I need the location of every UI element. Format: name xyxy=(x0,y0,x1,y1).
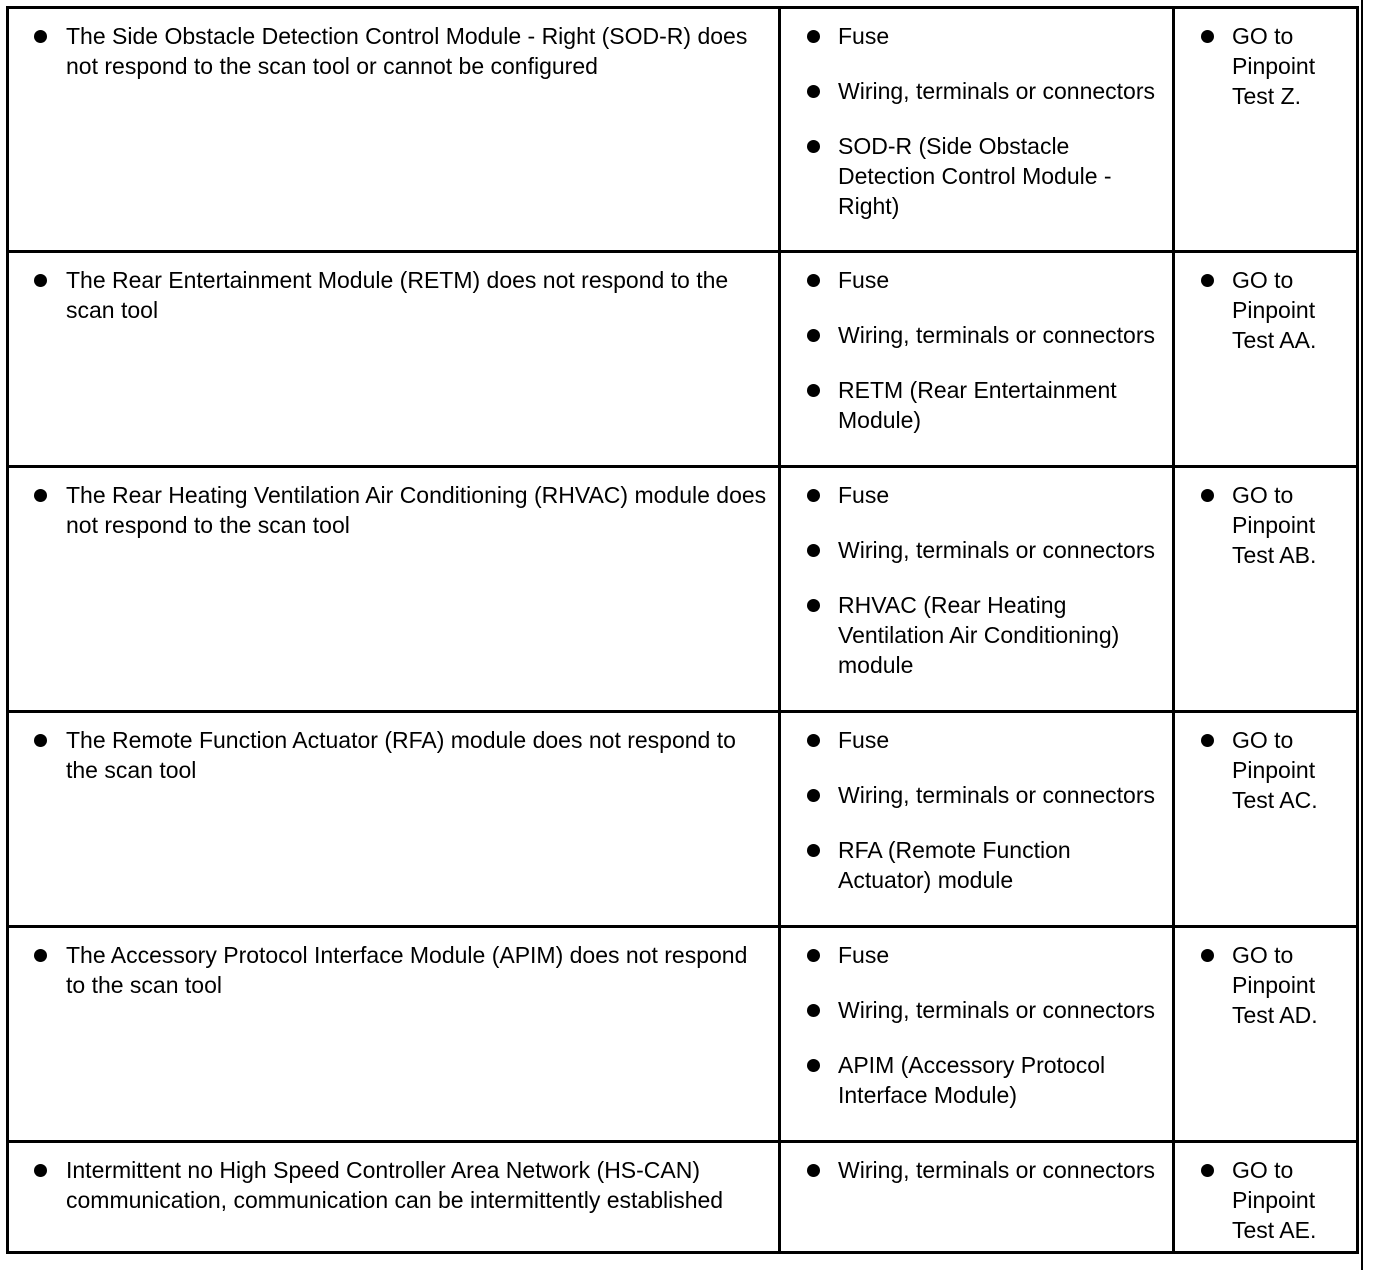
list-item xyxy=(1175,725,1348,815)
bullet-icon xyxy=(807,789,820,802)
bullet-icon xyxy=(807,1164,820,1177)
list-item xyxy=(1175,1155,1348,1245)
cause-text: Wiring, terminals or connectors xyxy=(838,1157,1155,1183)
table-row xyxy=(8,252,1358,467)
list-item xyxy=(1175,21,1348,111)
bullet-icon xyxy=(1201,1164,1214,1177)
bullet-icon xyxy=(807,599,820,612)
list-item xyxy=(781,320,1164,350)
bullet-icon xyxy=(1201,949,1214,962)
possible-sources-cell xyxy=(780,467,1174,712)
table-row xyxy=(8,8,1358,252)
bullet-icon xyxy=(1201,30,1214,43)
list-item xyxy=(9,265,770,325)
bullet-icon xyxy=(807,30,820,43)
condition-text: The Rear Heating Ventilation Air Conditioning (RHVAC) module does not respond to the scan tool xyxy=(66,482,767,538)
list-item xyxy=(781,21,1164,51)
list-item xyxy=(781,780,1164,810)
bullet-icon xyxy=(1201,489,1214,502)
bullet-icon xyxy=(807,384,820,397)
list-item xyxy=(781,995,1164,1025)
list-item xyxy=(9,940,770,1000)
action-cell xyxy=(1174,927,1358,1142)
pinpoint-test-link[interactable]: GO to Pinpoint Test AE. xyxy=(1232,1157,1317,1243)
bullet-icon xyxy=(34,489,47,502)
action-cell xyxy=(1174,252,1358,467)
bullet-icon xyxy=(34,274,47,287)
action-cell xyxy=(1174,8,1358,252)
bullet-icon xyxy=(34,30,47,43)
condition-text: Intermittent no High Speed Controller Area Network (HS-CAN) communication, communication can be intermittently established xyxy=(66,1157,724,1213)
condition-text: The Accessory Protocol Interface Module (APIM) does not respond to the scan tool xyxy=(66,942,748,998)
table-row xyxy=(8,927,1358,1142)
cause-text: Wiring, terminals or connectors xyxy=(838,782,1155,808)
list-item xyxy=(9,21,770,81)
condition-text: The Remote Function Actuator (RFA) module does not respond to the scan tool xyxy=(66,727,736,783)
possible-sources-cell xyxy=(780,712,1174,927)
condition-text: The Rear Entertainment Module (RETM) does not respond to the scan tool xyxy=(66,267,729,323)
list-item xyxy=(781,76,1164,106)
bullet-icon xyxy=(34,1164,47,1177)
list-item xyxy=(781,265,1164,295)
bullet-icon xyxy=(807,1059,820,1072)
bullet-icon xyxy=(807,489,820,502)
condition-cell xyxy=(8,712,780,927)
cause-text: Fuse xyxy=(838,482,890,508)
action-cell xyxy=(1174,467,1358,712)
bullet-icon xyxy=(1201,274,1214,287)
pinpoint-test-link[interactable]: GO to Pinpoint Test AC. xyxy=(1232,727,1318,813)
list-item xyxy=(781,1155,1164,1185)
possible-sources-cell xyxy=(780,8,1174,252)
cause-text: Fuse xyxy=(838,23,890,49)
list-item xyxy=(1175,940,1348,1030)
bullet-icon xyxy=(807,274,820,287)
cause-text: Wiring, terminals or connectors xyxy=(838,997,1155,1023)
bullet-icon xyxy=(34,734,47,747)
cause-text: Wiring, terminals or connectors xyxy=(838,537,1155,563)
list-item xyxy=(781,480,1164,510)
pinpoint-test-link[interactable]: GO to Pinpoint Test AA. xyxy=(1232,267,1317,353)
cause-text: Fuse xyxy=(838,942,890,968)
bullet-icon xyxy=(1201,734,1214,747)
pinpoint-test-link[interactable]: GO to Pinpoint Test AD. xyxy=(1232,942,1318,1028)
possible-sources-cell xyxy=(780,252,1174,467)
action-cell xyxy=(1174,712,1358,927)
bullet-icon xyxy=(807,844,820,857)
table-row xyxy=(8,1142,1358,1253)
condition-cell xyxy=(8,467,780,712)
cause-text: Wiring, terminals or connectors xyxy=(838,78,1155,104)
cause-text: RFA (Remote Function Actuator) module xyxy=(838,837,1071,893)
cause-text: Fuse xyxy=(838,267,890,293)
bullet-icon xyxy=(807,329,820,342)
bullet-icon xyxy=(807,734,820,747)
list-item xyxy=(781,1050,1164,1110)
condition-text: The Side Obstacle Detection Control Module - Right (SOD-R) does not respond to the scan tool or cannot be configured xyxy=(66,23,748,79)
bullet-icon xyxy=(807,1004,820,1017)
bullet-icon xyxy=(807,140,820,153)
list-item xyxy=(9,1155,770,1215)
list-item xyxy=(1175,480,1348,570)
bullet-icon xyxy=(807,85,820,98)
condition-cell xyxy=(8,927,780,1142)
pinpoint-test-link[interactable]: GO to Pinpoint Test Z. xyxy=(1232,23,1316,109)
condition-cell xyxy=(8,252,780,467)
pinpoint-test-link[interactable]: GO to Pinpoint Test AB. xyxy=(1232,482,1317,568)
list-item xyxy=(1175,265,1348,355)
list-item xyxy=(781,535,1164,565)
table-row xyxy=(8,467,1358,712)
list-item xyxy=(781,590,1164,680)
possible-sources-cell xyxy=(780,927,1174,1142)
list-item xyxy=(9,725,770,785)
bullet-icon xyxy=(34,949,47,962)
list-item xyxy=(781,835,1164,895)
condition-cell xyxy=(8,8,780,252)
cause-text: SOD-R (Side Obstacle Detection Control Module - Right) xyxy=(838,133,1112,219)
list-item xyxy=(781,375,1164,435)
cause-text: RETM (Rear Entertainment Module) xyxy=(838,377,1117,433)
cause-text: APIM (Accessory Protocol Interface Module) xyxy=(838,1052,1106,1108)
possible-sources-cell xyxy=(780,1142,1174,1253)
cause-text: RHVAC (Rear Heating Ventilation Air Conditioning) module xyxy=(838,592,1120,678)
list-item xyxy=(9,480,770,540)
cause-text: Fuse xyxy=(838,727,890,753)
bullet-icon xyxy=(807,544,820,557)
table-row xyxy=(8,712,1358,927)
list-item xyxy=(781,131,1164,221)
list-item xyxy=(781,940,1164,970)
bullet-icon xyxy=(807,949,820,962)
symptom-chart-table xyxy=(6,6,1359,1254)
action-cell xyxy=(1174,1142,1358,1253)
condition-cell xyxy=(8,1142,780,1253)
page-right-rule xyxy=(1361,0,1363,1270)
list-item xyxy=(781,725,1164,755)
cause-text: Wiring, terminals or connectors xyxy=(838,322,1155,348)
